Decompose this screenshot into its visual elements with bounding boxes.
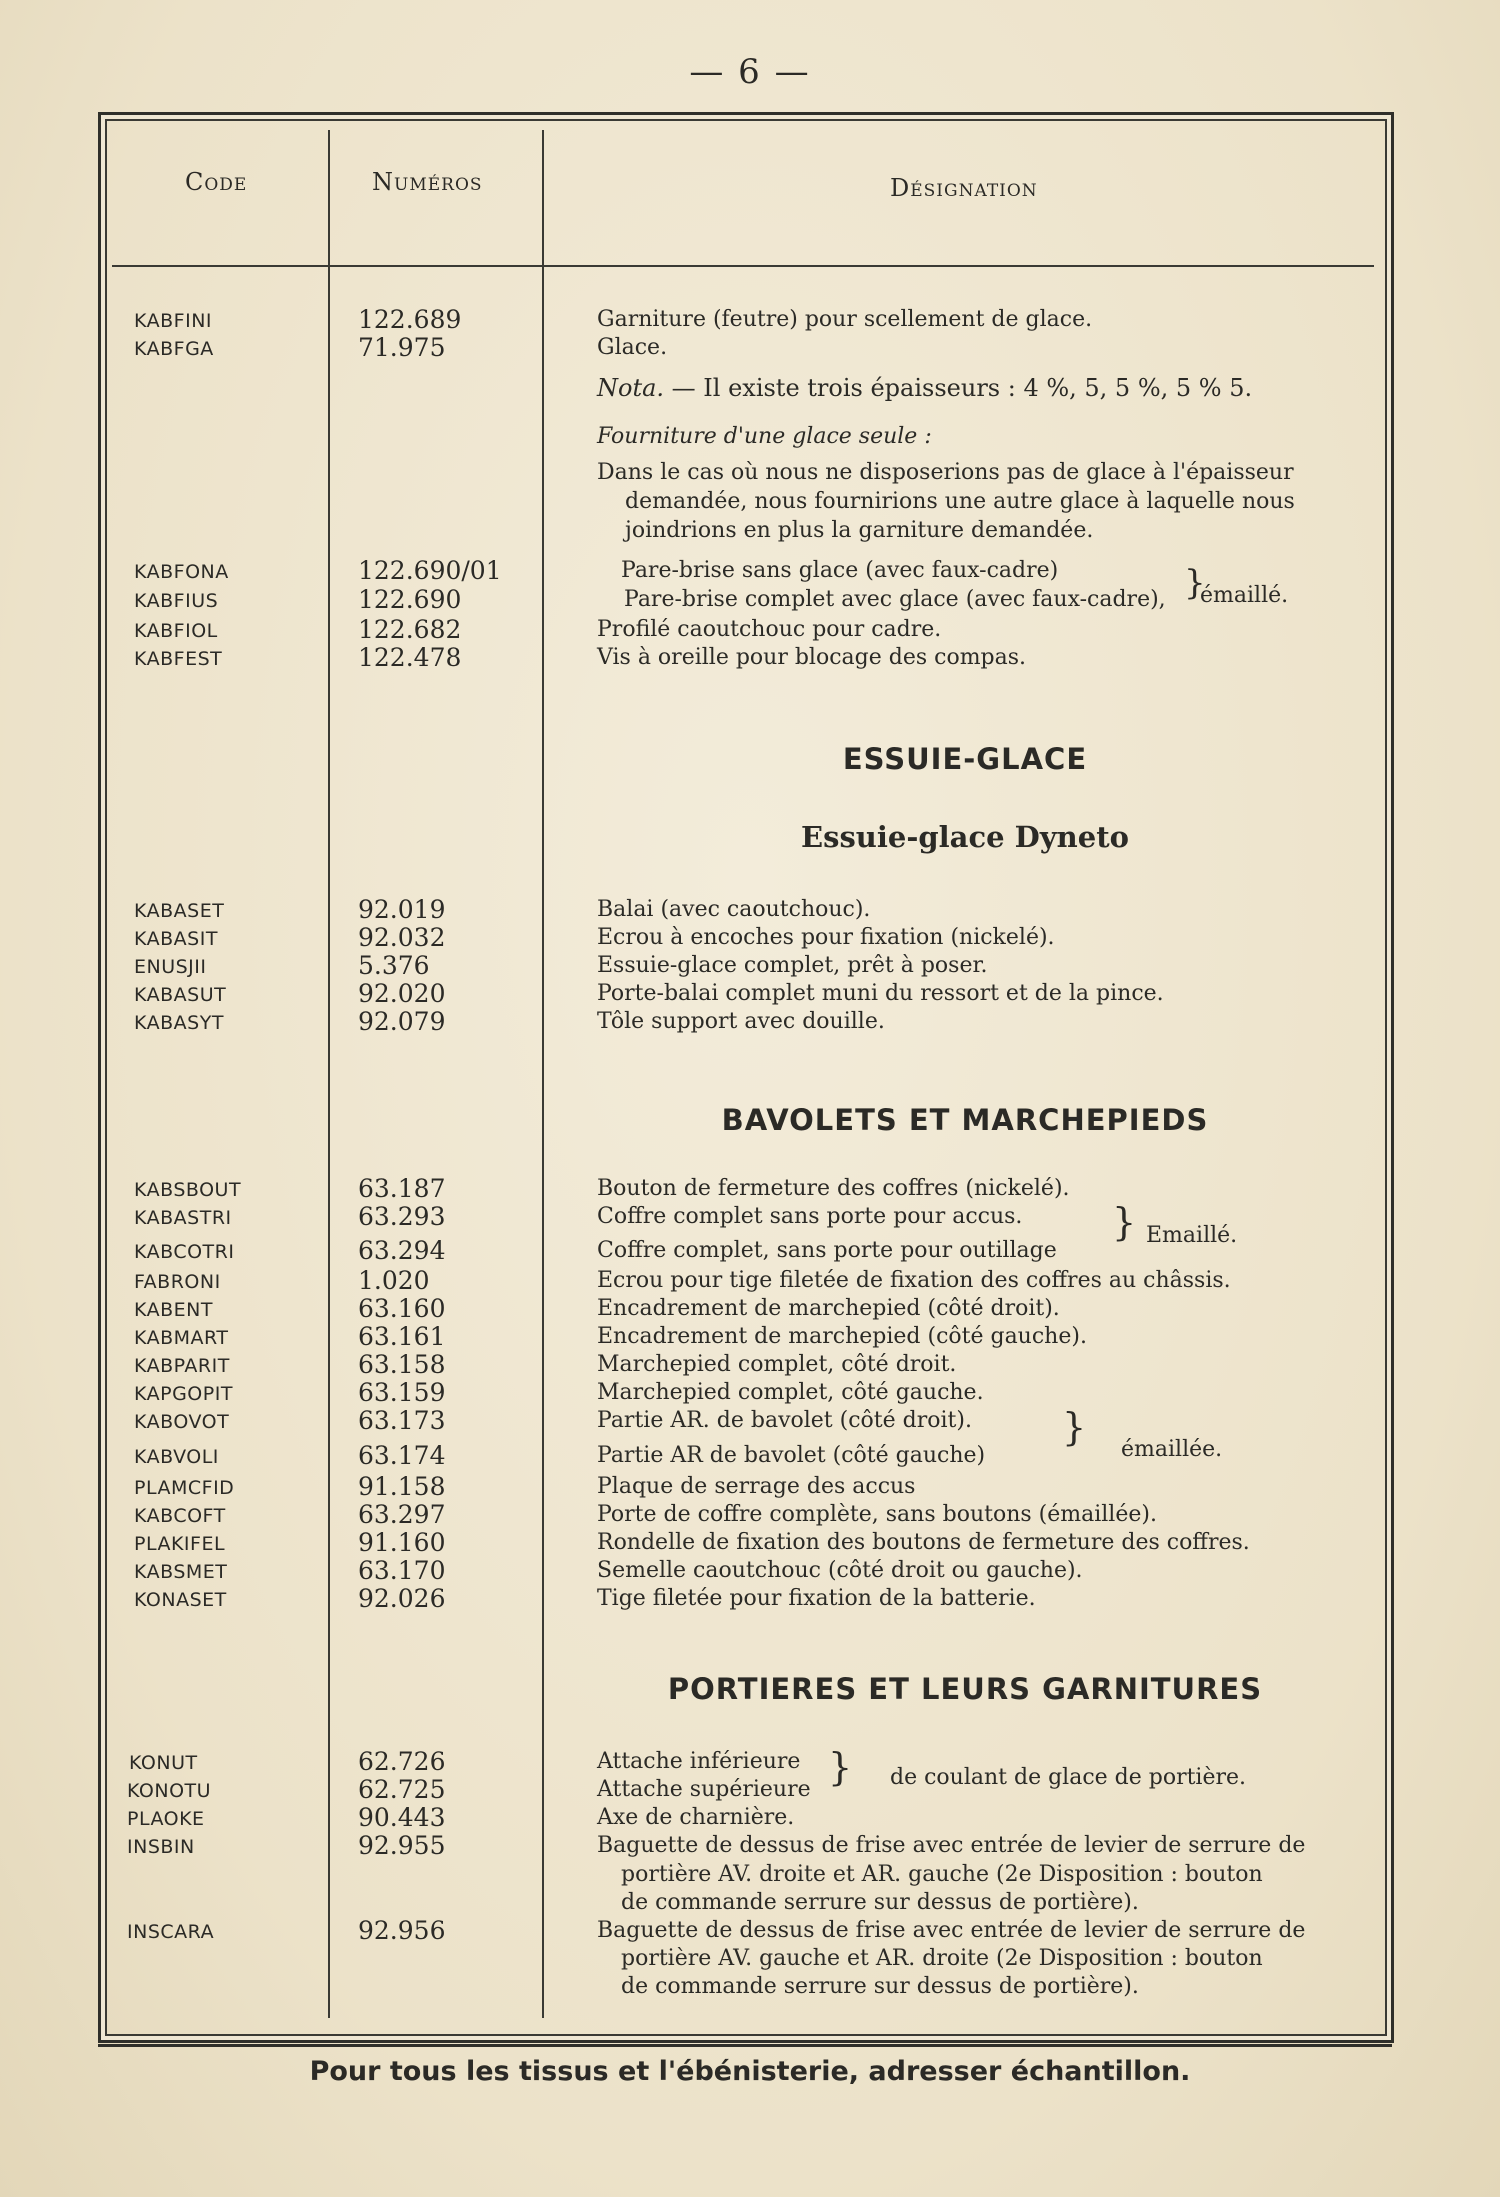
row-code: KONUT bbox=[129, 1752, 198, 1774]
row-number: 122.478 bbox=[358, 643, 462, 672]
row-number: 63.160 bbox=[358, 1294, 446, 1323]
paragraph-line: portière AV. droite et AR. gauche (2e Disposition : bouton bbox=[621, 1862, 1263, 1887]
table-row bbox=[0, 1584, 1500, 1614]
brace-glyph: } bbox=[1184, 563, 1206, 603]
table-row bbox=[0, 1472, 1500, 1502]
row-code: KABVOLI bbox=[134, 1446, 219, 1468]
row-code: PLAKIFEL bbox=[134, 1533, 226, 1555]
row-code: KABASET bbox=[134, 900, 225, 922]
fourniture-heading: Fourniture d'une glace seule : bbox=[597, 424, 932, 449]
brace-text: émaillé. bbox=[1200, 583, 1289, 608]
footer-note: Pour tous les tissus et l'ébénisterie, adresser échantillon. bbox=[309, 2056, 1191, 2087]
row-designation: Axe de charnière. bbox=[597, 1805, 795, 1830]
table-row bbox=[0, 979, 1500, 1009]
table-row bbox=[0, 615, 1500, 645]
row-number: 63.174 bbox=[358, 1441, 446, 1470]
row-number: 63.161 bbox=[358, 1322, 446, 1351]
row-designation: Tige filetée pour fixation de la batterie. bbox=[597, 1586, 1036, 1611]
table-row bbox=[0, 1916, 1500, 1946]
row-designation-continuation bbox=[597, 1945, 1263, 2001]
page-number: — 6 — bbox=[689, 52, 811, 92]
footer-divider bbox=[98, 2044, 1392, 2047]
table-row bbox=[0, 1500, 1500, 1530]
row-number: 63.293 bbox=[358, 1202, 446, 1231]
row-number: 122.689 bbox=[358, 305, 462, 334]
table-row bbox=[0, 1441, 1500, 1471]
section-heading: PORTIERES ET LEURS GARNITURES bbox=[667, 1672, 1263, 1706]
row-designation: Ecrou à encoches pour fixation (nickelé). bbox=[597, 925, 1055, 950]
row-number: 122.690 bbox=[358, 585, 462, 614]
row-code: KABFIUS bbox=[134, 590, 219, 612]
row-designation: Encadrement de marchepied (côté gauche). bbox=[597, 1324, 1087, 1349]
row-designation: Vis à oreille pour blocage des compas. bbox=[597, 645, 1027, 670]
row-number: 92.026 bbox=[358, 1584, 446, 1613]
row-number: 122.690/01 bbox=[358, 556, 502, 585]
table-row bbox=[0, 1747, 1500, 1777]
paragraph-line: Dans le cas où nous ne disposerions pas de glace à l'épaisseur bbox=[597, 460, 1294, 485]
table-row bbox=[0, 895, 1500, 925]
table-row bbox=[0, 1294, 1500, 1324]
section-subheading: Essuie-glace Dyneto bbox=[801, 820, 1129, 854]
row-designation: Garniture (feutre) pour scellement de glace. bbox=[597, 307, 1093, 332]
row-code: KABCOFT bbox=[134, 1505, 226, 1527]
table-row bbox=[0, 1803, 1500, 1833]
row-code: KABASYT bbox=[134, 1012, 224, 1034]
row-code: KABENT bbox=[134, 1299, 213, 1321]
row-designation: Ecrou pour tige filetée de fixation des coffres au châssis. bbox=[597, 1268, 1231, 1293]
row-code: KONOTU bbox=[127, 1780, 212, 1802]
row-designation: Marchepied complet, côté droit. bbox=[597, 1352, 957, 1377]
table-row bbox=[0, 1202, 1500, 1232]
row-designation: Porte-balai complet muni du ressort et de la pince. bbox=[597, 981, 1164, 1006]
row-designation: Rondelle de fixation des boutons de fermeture des coffres. bbox=[597, 1530, 1250, 1555]
row-designation: Profilé caoutchouc pour cadre. bbox=[597, 617, 942, 642]
paragraph-line: portière AV. gauche et AR. droite (2e Disposition : bouton bbox=[621, 1946, 1263, 1971]
row-number: 91.158 bbox=[358, 1472, 446, 1501]
section-heading: BAVOLETS ET MARCHEPIEDS bbox=[721, 1103, 1209, 1137]
row-code: PLAMCFID bbox=[134, 1477, 235, 1499]
row-designation: Partie AR. de bavolet (côté droit). bbox=[597, 1408, 972, 1433]
row-number: 63.173 bbox=[358, 1406, 446, 1435]
row-designation: Balai (avec caoutchouc). bbox=[597, 897, 871, 922]
paragraph-line: demandée, nous fournirions une autre glace à laquelle nous bbox=[625, 489, 1295, 514]
table-row bbox=[0, 1831, 1500, 1861]
row-code: KABFIOL bbox=[134, 620, 218, 642]
table-row bbox=[0, 951, 1500, 981]
row-designation: Encadrement de marchepied (côté droit). bbox=[597, 1296, 1060, 1321]
row-number: 63.187 bbox=[358, 1174, 446, 1203]
row-code: PLAOKE bbox=[127, 1808, 205, 1830]
row-number: 63.294 bbox=[358, 1236, 446, 1265]
row-number: 62.726 bbox=[358, 1747, 446, 1776]
brace-text: Emaillé. bbox=[1146, 1223, 1238, 1248]
table-row bbox=[0, 923, 1500, 953]
row-number: 63.170 bbox=[358, 1556, 446, 1585]
row-designation: Baguette de dessus de frise avec entrée de levier de serrure de bbox=[597, 1833, 1306, 1858]
row-designation: Partie AR de bavolet (côté gauche) bbox=[597, 1443, 986, 1468]
row-number: 63.158 bbox=[358, 1350, 446, 1379]
row-number: 63.297 bbox=[358, 1500, 446, 1529]
row-number: 92.019 bbox=[358, 895, 446, 924]
row-code: INSBIN bbox=[127, 1836, 195, 1858]
row-code: KONASET bbox=[134, 1589, 227, 1611]
brace-glyph: } bbox=[1062, 1405, 1087, 1449]
row-code: KABMART bbox=[134, 1327, 229, 1349]
row-code: KABFGA bbox=[134, 338, 214, 360]
section-heading: ESSUIE-GLACE bbox=[842, 742, 1088, 776]
row-number: 122.682 bbox=[358, 615, 462, 644]
row-code: KABFONA bbox=[134, 561, 229, 583]
header-numeros: Numéros bbox=[372, 168, 483, 196]
row-number: 5.376 bbox=[358, 951, 430, 980]
table-row bbox=[0, 1556, 1500, 1586]
table-row bbox=[0, 1350, 1500, 1380]
row-code: KABPARIT bbox=[134, 1355, 230, 1377]
nota-text: — Il existe trois épaisseurs : 4 %, 5, 5 %, 5 % 5. bbox=[664, 374, 1253, 402]
row-code: KABFINI bbox=[134, 310, 213, 332]
row-number: 90.443 bbox=[358, 1803, 446, 1832]
row-code: KAPGOPIT bbox=[134, 1383, 233, 1405]
row-designation: Pare-brise sans glace (avec faux-cadre) bbox=[621, 558, 1059, 583]
row-number: 71.975 bbox=[358, 333, 446, 362]
column-divider bbox=[542, 130, 544, 2018]
row-designation: Porte de coffre complète, sans boutons (émaillée). bbox=[597, 1502, 1157, 1527]
table-row bbox=[0, 1266, 1500, 1296]
table-row bbox=[0, 1236, 1500, 1266]
row-designation: Marchepied complet, côté gauche. bbox=[597, 1380, 984, 1405]
row-code: KABASUT bbox=[134, 984, 227, 1006]
row-designation: Semelle caoutchouc (côté droit ou gauche). bbox=[597, 1558, 1083, 1583]
row-number: 92.955 bbox=[358, 1831, 446, 1860]
row-code: KABOVOT bbox=[134, 1411, 230, 1433]
table-row bbox=[0, 1528, 1500, 1558]
nota-paragraph bbox=[597, 374, 1252, 403]
row-designation: Coffre complet sans porte pour accus. bbox=[597, 1204, 1023, 1229]
row-number: 92.020 bbox=[358, 979, 446, 1008]
row-number: 92.032 bbox=[358, 923, 446, 952]
paragraph-line: joindrions en plus la garniture demandée. bbox=[625, 518, 1094, 543]
row-designation: Coffre complet, sans porte pour outillage bbox=[597, 1238, 1057, 1263]
row-number: 1.020 bbox=[358, 1266, 430, 1295]
header-divider bbox=[112, 265, 1374, 267]
row-code: INSCARA bbox=[127, 1921, 215, 1943]
header-designation: Désignation bbox=[890, 174, 1038, 202]
row-designation: Baguette de dessus de frise avec entrée de levier de serrure de bbox=[597, 1918, 1306, 1943]
table-row bbox=[0, 333, 1500, 363]
row-code: FABRONI bbox=[134, 1271, 221, 1293]
row-number: 63.159 bbox=[358, 1378, 446, 1407]
row-designation: Attache supérieure bbox=[597, 1777, 811, 1802]
paragraph-line: de commande serrure sur dessus de portière). bbox=[621, 1890, 1139, 1915]
row-code: KABSMET bbox=[134, 1561, 228, 1583]
table-row bbox=[0, 1406, 1500, 1436]
column-divider bbox=[328, 130, 330, 2018]
row-designation: Essuie-glace complet, prêt à poser. bbox=[597, 953, 988, 978]
row-number: 92.079 bbox=[358, 1007, 446, 1036]
nota-label: Nota. bbox=[597, 374, 665, 402]
row-designation: Pare-brise complet avec glace (avec faux-cadre), bbox=[624, 587, 1166, 612]
row-designation: Bouton de fermeture des coffres (nickelé). bbox=[597, 1176, 1070, 1201]
table-row bbox=[0, 643, 1500, 673]
brace-glyph: } bbox=[1112, 1200, 1137, 1244]
brace-glyph: } bbox=[828, 1745, 853, 1789]
row-code: KABSBOUT bbox=[134, 1179, 242, 1201]
table-row bbox=[0, 1174, 1500, 1204]
row-code: KABASTRI bbox=[134, 1207, 232, 1229]
table-row bbox=[0, 305, 1500, 335]
row-code: KABFEST bbox=[134, 648, 223, 670]
row-code: ENUSJII bbox=[134, 956, 207, 978]
row-designation: Attache inférieure bbox=[597, 1749, 801, 1774]
header-code: Code bbox=[185, 168, 248, 196]
fourniture-paragraph bbox=[597, 458, 1347, 545]
row-number: 92.956 bbox=[358, 1916, 446, 1945]
table-row bbox=[0, 1378, 1500, 1408]
row-designation: Tôle support avec douille. bbox=[597, 1009, 885, 1034]
row-designation: Glace. bbox=[597, 335, 668, 360]
row-number: 62.725 bbox=[358, 1775, 446, 1804]
table-row bbox=[0, 1322, 1500, 1352]
row-code: KABCOTRI bbox=[134, 1241, 235, 1263]
row-code: KABASIT bbox=[134, 928, 218, 950]
paragraph-line: de commande serrure sur dessus de portière). bbox=[621, 1974, 1139, 1999]
table-row bbox=[0, 1775, 1500, 1805]
row-designation: Plaque de serrage des accus bbox=[597, 1474, 916, 1499]
row-number: 91.160 bbox=[358, 1528, 446, 1557]
table-row bbox=[0, 556, 1500, 586]
row-designation-continuation bbox=[597, 1861, 1263, 1917]
brace-text: de coulant de glace de portière. bbox=[890, 1765, 1247, 1790]
brace-text: émaillée. bbox=[1121, 1437, 1223, 1462]
table-row bbox=[0, 1007, 1500, 1037]
